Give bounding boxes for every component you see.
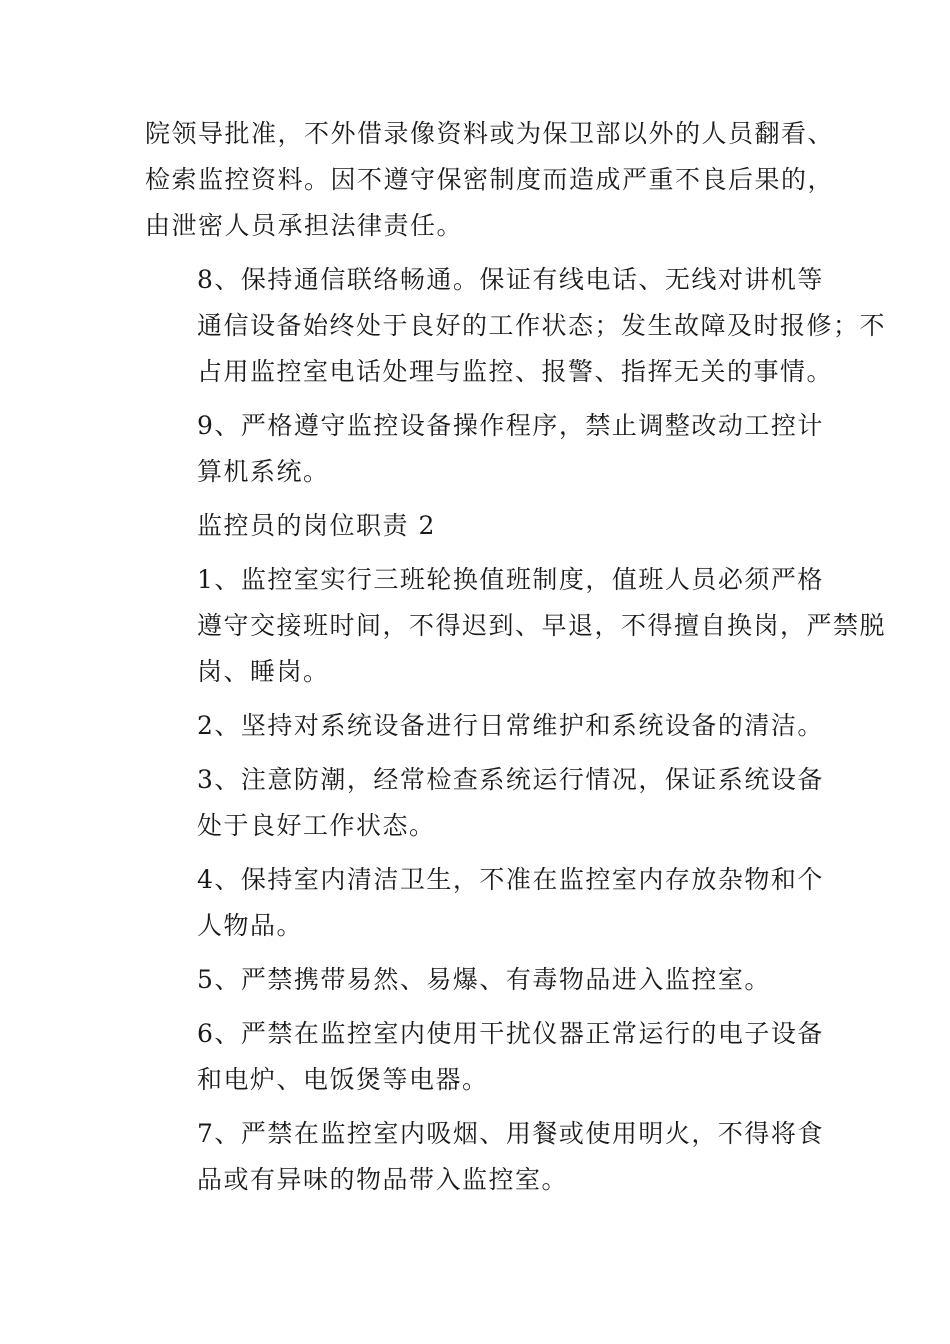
text-line: 1、监控室实行三班轮换值班制度，值班人员必须严格 [197, 565, 824, 594]
text-line: 算机系统。 [197, 457, 330, 486]
paragraph-continuation [145, 111, 835, 249]
document-body [145, 111, 887, 1211]
text-line: 占用监控室电话处理与监控、报警、指挥无关的事情。 [197, 357, 834, 386]
text-line: 人物品。 [197, 911, 304, 940]
text-line: 遵守交接班时间，不得迟到、早退，不得擅自换岗，严禁脱 [197, 611, 887, 640]
text-line: 通信设备始终处于良好的工作状态；发生故障及时报修；不 [197, 311, 887, 340]
text-line: 7、严禁在监控室内吸烟、用餐或使用明火，不得将食 [197, 1119, 824, 1148]
text-line: 和电炉、电饭煲等电器。 [197, 1065, 489, 1094]
section-heading [145, 503, 825, 549]
text-line: 2、坚持对系统设备进行日常维护和系统设备的清洁。 [197, 711, 824, 740]
paragraph-item-1 [145, 557, 887, 695]
text-line: 院领导批准，不外借录像资料或为保卫部以外的人员翻看、 [145, 119, 835, 148]
heading-text: 监控员的岗位职责 2 [197, 511, 436, 540]
text-line: 品或有异味的物品带入监控室。 [197, 1165, 569, 1194]
text-line: 检索监控资料。因不遵守保密制度而造成严重不良后果的， [145, 165, 835, 194]
text-line: 岗、睡岗。 [197, 657, 330, 686]
text-line: 3、注意防潮，经常检查系统运行情况，保证系统设备 [197, 765, 824, 794]
paragraph-item-3 [145, 757, 825, 849]
text-line: 9、严格遵守监控设备操作程序，禁止调整改动工控计 [197, 411, 824, 440]
text-line: 4、保持室内清洁卫生，不准在监控室内存放杂物和个 [197, 865, 824, 894]
text-line: 6、严禁在监控室内使用干扰仪器正常运行的电子设备 [197, 1019, 824, 1048]
text-line: 5、严禁携带易然、易爆、有毒物品进入监控室。 [197, 965, 771, 994]
text-line: 处于良好工作状态。 [197, 811, 436, 840]
paragraph-item-7 [145, 1111, 825, 1203]
paragraph-item-9 [145, 403, 825, 495]
paragraph-item-8 [145, 257, 887, 395]
paragraph-item-6 [145, 1011, 825, 1103]
paragraph-item-2 [145, 703, 825, 749]
text-line: 由泄密人员承担法律责任。 [145, 211, 464, 240]
paragraph-item-4 [145, 857, 825, 949]
paragraph-item-5 [145, 957, 825, 1003]
text-line: 8、保持通信联络畅通。保证有线电话、无线对讲机等 [197, 265, 824, 294]
